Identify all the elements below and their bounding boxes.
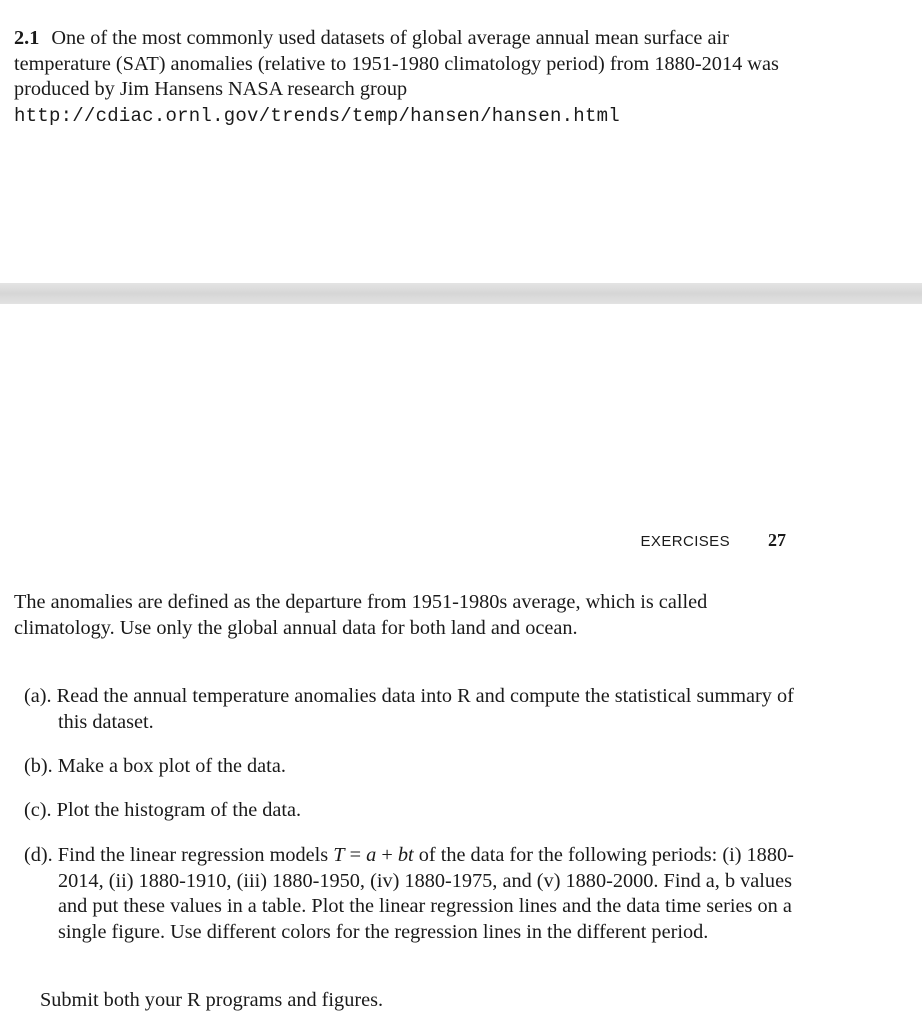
item-label: (d). (24, 844, 53, 866)
list-item-b (24, 754, 822, 780)
item-text-after: of the data for the following periods: (i) 1880-2014, (ii) 1880-1910, (iii) 1880-1950, (iv) 1880-1975, and (v) 1880-2000. Find a, b values and put these values in a table. Plot the linear regression lines and the data time series on a single figure. Use different colors for the regression lines in the different period. (58, 844, 794, 943)
dataset-url: http://cdiac.ornl.gov/trends/temp/hansen/hansen.html (14, 104, 620, 127)
exercise-intro (14, 26, 814, 129)
item-text: Plot the histogram of the data. (56, 799, 302, 821)
page-number: 27 (768, 530, 786, 550)
list-item-a (24, 684, 822, 735)
formula-equals: = (349, 844, 362, 866)
regression-formula (333, 844, 413, 866)
item-text: Make a box plot of the data. (57, 755, 286, 777)
list-item-d (24, 843, 822, 945)
item-text-before: Find the linear regression models (57, 844, 329, 866)
formula-variable-t: T (333, 844, 345, 866)
item-label: (b). (24, 755, 53, 777)
exercise-number: 2.1 (14, 27, 40, 49)
formula-variable-a: a (366, 844, 377, 866)
continuation-paragraph: The anomalies are defined as the departure from 1951-1980s average, which is called climatology. Use only the global annual data for both land and ocean. (14, 591, 708, 639)
formula-plus: + (381, 844, 393, 866)
page-break-separator (0, 283, 922, 304)
list-item-c (24, 798, 822, 824)
exercise-intro-text: One of the most commonly used datasets of global average annual mean surface air temperature (SAT) anomalies (relative to 1951-1980 climatology period) from 1880-2014 was produced by Jim Hansens NASA research group (14, 27, 779, 100)
item-text: Read the annual temperature anomalies data into R and compute the statistical summary of this dataset. (56, 685, 794, 733)
formula-term-bt: bt (397, 844, 414, 866)
item-label: (a). (24, 685, 52, 707)
submit-note: Submit both your R programs and figures. (40, 989, 384, 1011)
running-header (641, 530, 786, 551)
running-header-label: EXERCISES (640, 533, 730, 550)
item-label: (c). (24, 799, 52, 821)
